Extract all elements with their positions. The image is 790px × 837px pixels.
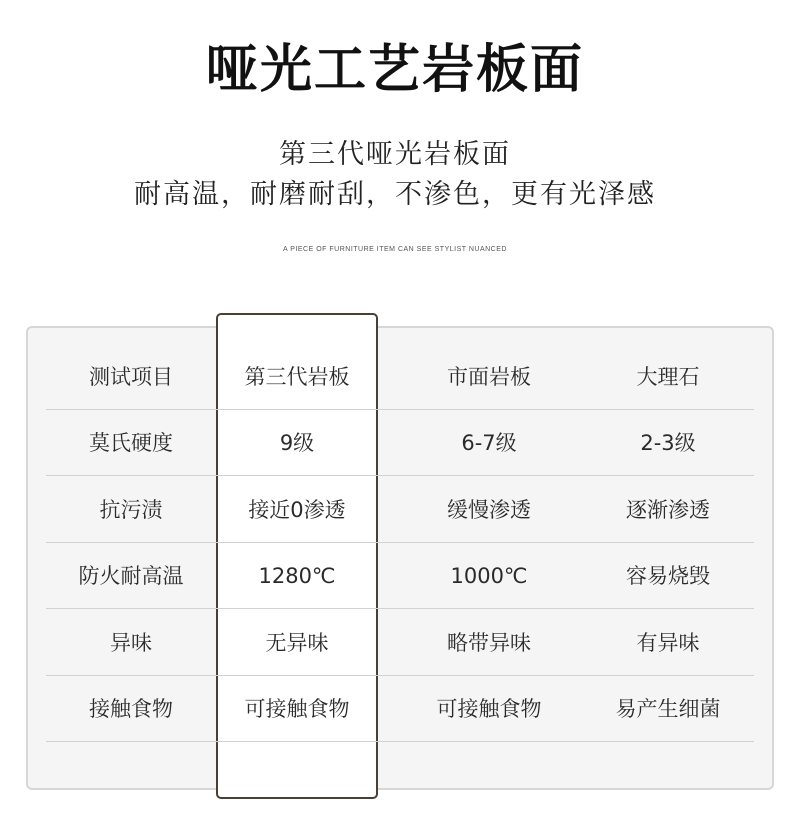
table-cell-highlight: 第三代岩板 — [244, 365, 350, 389]
subtitle-line-2: 耐高温，耐磨耐刮，不渗色，更有光泽感 — [134, 179, 656, 210]
table-cell-highlight: 9级 — [279, 431, 315, 455]
table-cell: 市面岩板 — [447, 365, 531, 389]
table-cell: 易产生细菌 — [615, 697, 721, 721]
table-cell: 抗污渍 — [99, 498, 163, 522]
table-row-header — [46, 344, 754, 410]
table-cell: 1000℃ — [450, 564, 528, 588]
table-cell-highlight: 1280℃ — [258, 564, 336, 588]
table-cell: 莫氏硬度 — [89, 431, 173, 455]
table-cell: 逐渐渗透 — [626, 498, 710, 522]
page-title: 哑光工艺岩板面 — [205, 40, 584, 100]
table-cell-highlight: 可接触食物 — [244, 697, 350, 721]
table-cell: 有异味 — [636, 631, 700, 655]
subtitle-line-1: 第三代哑光岩板面 — [279, 139, 511, 170]
table-cell: 缓慢渗透 — [447, 498, 531, 522]
table-row — [46, 676, 754, 742]
table-row — [46, 610, 754, 676]
table-cell: 测试项目 — [89, 365, 173, 389]
table-cell: 6-7级 — [461, 431, 517, 455]
english-tagline: A PIECE OF FURNITURE ITEM CAN SEE STYLIST NUANCED — [283, 246, 507, 253]
table-cell: 接触食物 — [89, 697, 173, 721]
row-divider — [46, 608, 754, 609]
table-cell: 略带异味 — [447, 631, 531, 655]
table-row — [46, 543, 754, 609]
table-cell: 容易烧毁 — [626, 564, 710, 588]
table-cell: 可接触食物 — [436, 697, 542, 721]
table-cell-highlight: 接近0渗透 — [248, 498, 346, 522]
table-cell-highlight: 无异味 — [265, 631, 329, 655]
table-row — [46, 477, 754, 543]
row-divider — [46, 475, 754, 476]
table-row — [46, 410, 754, 476]
table-cell: 防火耐高温 — [78, 564, 184, 588]
row-divider — [46, 741, 754, 742]
table-cell: 大理石 — [636, 365, 700, 389]
table-cell: 2-3级 — [640, 431, 696, 455]
table-cell: 异味 — [110, 631, 152, 655]
